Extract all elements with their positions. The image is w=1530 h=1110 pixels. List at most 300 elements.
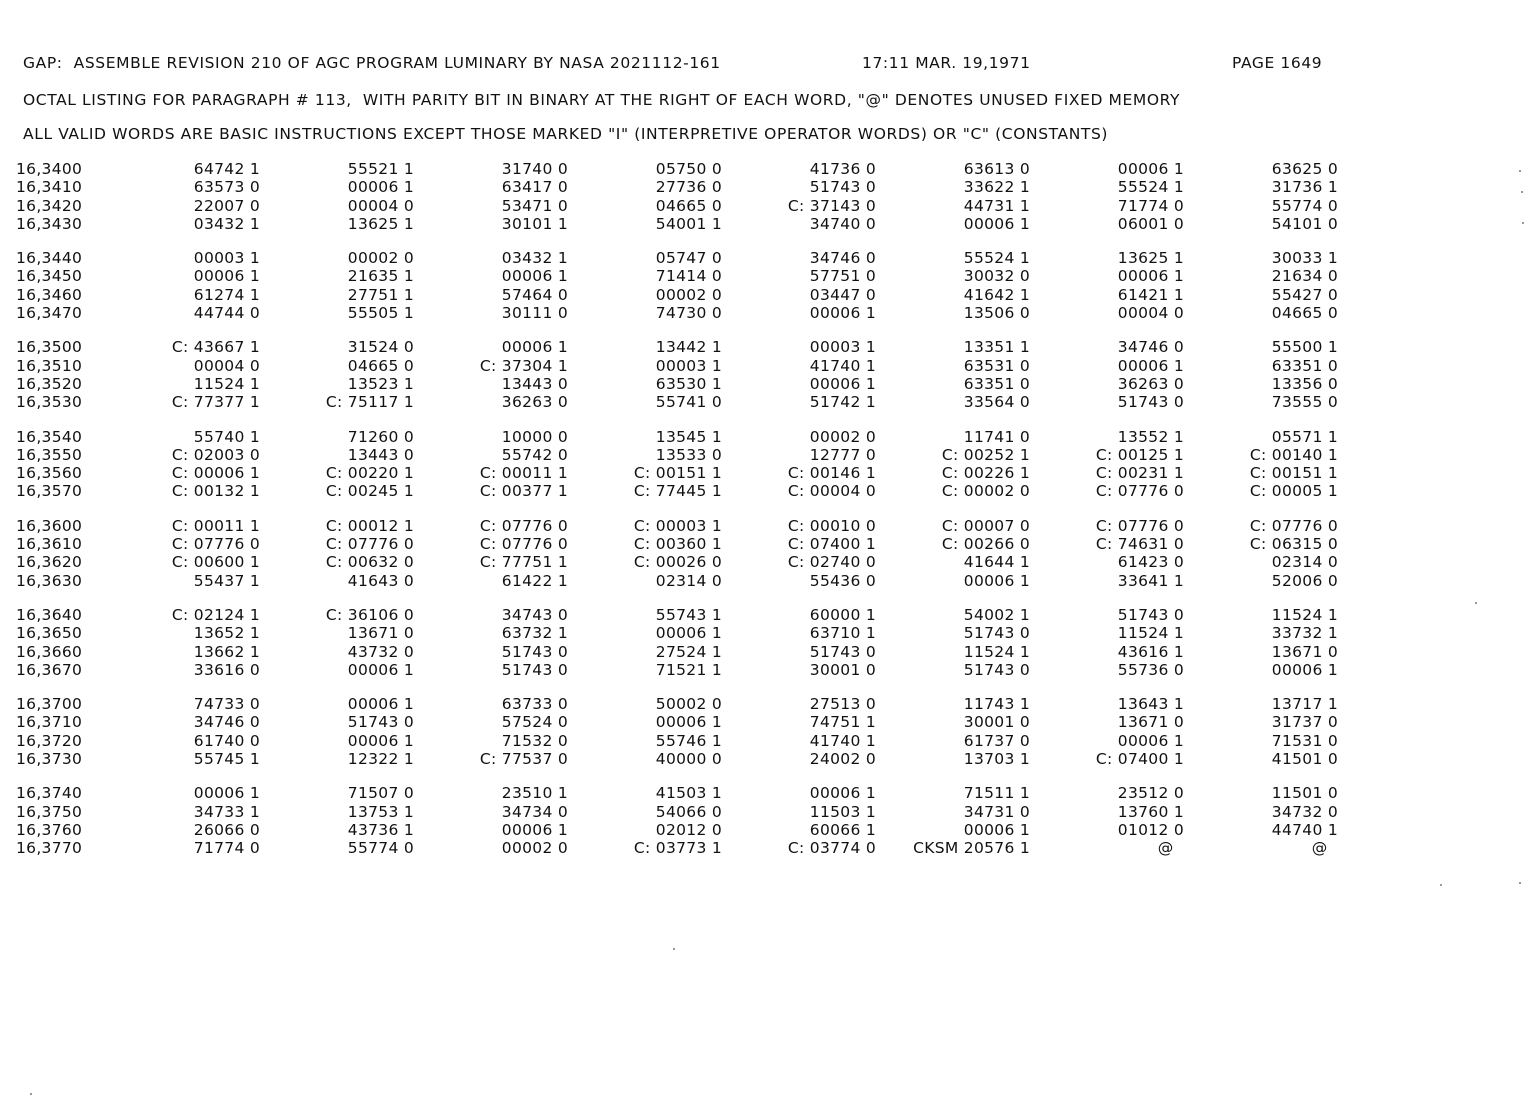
octal-word: C: 02003 0	[171, 445, 260, 464]
octal-word: 00006 1	[347, 178, 414, 197]
memory-address: 16,3620	[16, 553, 83, 572]
listing-row	[0, 197, 1530, 215]
listing-row	[0, 428, 1530, 446]
octal-word: 11524 1	[1117, 624, 1184, 643]
octal-word: 00006 1	[655, 713, 722, 732]
octal-word: 00002 0	[809, 427, 876, 446]
octal-word: 71414 0	[655, 267, 722, 286]
octal-word: 55436 0	[809, 571, 876, 590]
octal-word: 00003 1	[655, 356, 722, 375]
scan-speck	[1440, 884, 1442, 886]
octal-word: C: 00146 1	[787, 464, 876, 483]
listing-row	[0, 695, 1530, 713]
memory-address: 16,3670	[16, 660, 83, 679]
octal-word: 00006 1	[501, 820, 568, 839]
header-page-number: PAGE 1649	[1232, 54, 1323, 72]
octal-word: 23510 1	[501, 784, 568, 803]
octal-word: 63613 0	[963, 160, 1030, 178]
listing-row	[0, 643, 1530, 661]
octal-word: 71774 0	[193, 839, 260, 858]
listing-row	[0, 357, 1530, 375]
octal-word: 31736 1	[1271, 178, 1338, 197]
listing-row	[0, 393, 1530, 411]
octal-word: C: 07400 1	[1095, 750, 1184, 769]
memory-address: 16,3510	[16, 356, 83, 375]
octal-word: 74730 0	[655, 304, 722, 323]
octal-word: 51743 0	[809, 178, 876, 197]
octal-word: 33616 0	[193, 660, 260, 679]
octal-word: 00006 1	[1271, 660, 1338, 679]
octal-word: 51743 0	[1117, 605, 1184, 624]
octal-word: 51743 0	[501, 642, 568, 661]
scan-speck	[1519, 170, 1521, 172]
octal-word: 00002 0	[655, 285, 722, 304]
octal-word: 60000 1	[809, 605, 876, 624]
octal-word: 54001 1	[655, 214, 722, 233]
octal-word: 27513 0	[809, 695, 876, 714]
memory-address: 16,3560	[16, 464, 83, 483]
octal-word: 11741 0	[963, 427, 1030, 446]
octal-word: 02314 0	[1271, 553, 1338, 572]
octal-word: 61422 1	[501, 571, 568, 590]
octal-word: 13506 0	[963, 304, 1030, 323]
scan-speck	[1522, 222, 1524, 224]
octal-listing	[0, 160, 1530, 874]
octal-word: 63573 0	[193, 178, 260, 197]
memory-address: 16,3740	[16, 784, 83, 803]
octal-word: 13625 1	[347, 214, 414, 233]
listing-row	[0, 464, 1530, 482]
octal-word: 34746 0	[1117, 338, 1184, 357]
octal-word: 27751 1	[347, 285, 414, 304]
listing-row	[0, 482, 1530, 500]
octal-word: C: 07776 0	[171, 535, 260, 554]
octal-word: 22007 0	[193, 196, 260, 215]
octal-word: 34731 0	[963, 802, 1030, 821]
octal-word: 71507 0	[347, 784, 414, 803]
octal-word: @	[1157, 839, 1184, 858]
octal-word: 11524 1	[963, 642, 1030, 661]
octal-word: C: 75117 1	[325, 393, 414, 412]
octal-word: 43736 1	[347, 820, 414, 839]
listing-row	[0, 553, 1530, 571]
octal-word: 31737 0	[1271, 713, 1338, 732]
octal-word: 00006 1	[963, 214, 1030, 233]
octal-word: 51742 1	[809, 393, 876, 412]
octal-word: C: 77445 1	[633, 482, 722, 501]
memory-address: 16,3760	[16, 820, 83, 839]
octal-word: 00006 1	[1117, 160, 1184, 178]
listing-row	[0, 624, 1530, 642]
listing-row	[0, 606, 1530, 624]
memory-address: 16,3630	[16, 571, 83, 590]
octal-word: 44740 1	[1271, 820, 1338, 839]
memory-address: 16,3700	[16, 695, 83, 714]
listing-row	[0, 517, 1530, 535]
memory-address: 16,3500	[16, 338, 83, 357]
octal-word: 61737 0	[963, 731, 1030, 750]
octal-word: 30001 0	[809, 660, 876, 679]
octal-word: 51743 0	[809, 642, 876, 661]
octal-word: 53471 0	[501, 196, 568, 215]
octal-word: C: 00132 1	[171, 482, 260, 501]
octal-word: C: 07776 0	[325, 535, 414, 554]
octal-word: 00006 1	[347, 695, 414, 714]
octal-word: 71774 0	[1117, 196, 1184, 215]
octal-word: 52006 0	[1271, 571, 1338, 590]
octal-word: 50002 0	[655, 695, 722, 714]
octal-word: C: 00004 0	[787, 482, 876, 501]
octal-word: C: 00006 1	[171, 464, 260, 483]
octal-word: 13625 1	[1117, 249, 1184, 268]
octal-word: C: 07776 0	[1249, 516, 1338, 535]
octal-word: 05747 0	[655, 249, 722, 268]
octal-word: 55774 0	[1271, 196, 1338, 215]
octal-word: 11524 1	[193, 374, 260, 393]
listing-row	[0, 784, 1530, 802]
octal-word: C: 37304 1	[479, 356, 568, 375]
listing-row	[0, 821, 1530, 839]
octal-word: C: 02740 0	[787, 553, 876, 572]
scan-speck	[1521, 191, 1523, 193]
memory-address: 16,3430	[16, 214, 83, 233]
octal-word: 33732 1	[1271, 624, 1338, 643]
octal-word: 06001 0	[1117, 214, 1184, 233]
octal-word: C: 00600 1	[171, 553, 260, 572]
scan-speck	[1519, 882, 1521, 884]
octal-word: C: 00245 1	[325, 482, 414, 501]
memory-address: 16,3520	[16, 374, 83, 393]
octal-word: 41740 1	[809, 356, 876, 375]
octal-word: 04665 0	[1271, 304, 1338, 323]
scan-speck	[673, 948, 675, 950]
octal-word: 55743 1	[655, 605, 722, 624]
octal-word: C: 00632 0	[325, 553, 414, 572]
octal-word: C: 00231 1	[1095, 464, 1184, 483]
octal-word: C: 00011 1	[171, 516, 260, 535]
octal-word: 74751 1	[809, 713, 876, 732]
memory-address: 16,3600	[16, 516, 83, 535]
octal-word: 13351 1	[963, 338, 1030, 357]
octal-word: 55500 1	[1271, 338, 1338, 357]
octal-word: 41740 1	[809, 731, 876, 750]
octal-word: 13753 1	[347, 802, 414, 821]
octal-word: C: 03773 1	[633, 839, 722, 858]
octal-word: 40000 0	[655, 750, 722, 769]
octal-word: 55774 0	[347, 839, 414, 858]
octal-word: 13442 1	[655, 338, 722, 357]
octal-word: 41736 0	[809, 160, 876, 178]
octal-word: 13533 0	[655, 445, 722, 464]
listing-row	[0, 160, 1530, 178]
octal-word: 44731 1	[963, 196, 1030, 215]
memory-address: 16,3550	[16, 445, 83, 464]
octal-word: 71511 1	[963, 784, 1030, 803]
octal-word: C: 07400 1	[787, 535, 876, 554]
octal-word: 30001 0	[963, 713, 1030, 732]
octal-word: C: 00125 1	[1095, 445, 1184, 464]
octal-word: C: 00252 1	[941, 445, 1030, 464]
octal-word: C: 36106 0	[325, 605, 414, 624]
octal-word: 64742 1	[193, 160, 260, 178]
octal-word: C: 00220 1	[325, 464, 414, 483]
octal-word: 23512 0	[1117, 784, 1184, 803]
octal-word: 00006 1	[501, 267, 568, 286]
octal-word: 34746 0	[193, 713, 260, 732]
memory-address: 16,3460	[16, 285, 83, 304]
octal-word: 71531 0	[1271, 731, 1338, 750]
octal-word: C: 06315 0	[1249, 535, 1338, 554]
octal-word: 31524 0	[347, 338, 414, 357]
octal-word: 33641 1	[1117, 571, 1184, 590]
octal-word: 61421 1	[1117, 285, 1184, 304]
octal-word: 11524 1	[1271, 605, 1338, 624]
octal-word: C: 00266 0	[941, 535, 1030, 554]
octal-word: 02012 0	[655, 820, 722, 839]
octal-word: 00004 0	[1117, 304, 1184, 323]
octal-word: 12777 0	[809, 445, 876, 464]
octal-word: 00006 1	[193, 784, 260, 803]
octal-word: 01012 0	[1117, 820, 1184, 839]
octal-word: C: 37143 0	[787, 196, 876, 215]
listing-group	[0, 784, 1530, 857]
memory-address: 16,3420	[16, 196, 83, 215]
listing-row	[0, 286, 1530, 304]
octal-word: 34732 0	[1271, 802, 1338, 821]
octal-word: 00006 1	[963, 820, 1030, 839]
octal-word: C: 07776 0	[1095, 516, 1184, 535]
octal-word: 55524 1	[1117, 178, 1184, 197]
octal-word: C: 77537 0	[479, 750, 568, 769]
octal-word: C: 77377 1	[171, 393, 260, 412]
octal-word: 13545 1	[655, 427, 722, 446]
octal-word: 00006 1	[501, 338, 568, 357]
memory-address: 16,3730	[16, 750, 83, 769]
octal-word: 30032 0	[963, 267, 1030, 286]
octal-word: 00006 1	[1117, 267, 1184, 286]
octal-word: 11743 1	[963, 695, 1030, 714]
octal-word: C: 00010 0	[787, 516, 876, 535]
octal-word: 41643 0	[347, 571, 414, 590]
octal-word: 10000 0	[501, 427, 568, 446]
memory-address: 16,3470	[16, 304, 83, 323]
octal-word: 26066 0	[193, 820, 260, 839]
octal-word: 00006 1	[809, 784, 876, 803]
listing-group	[0, 338, 1530, 411]
listing-group	[0, 428, 1530, 501]
octal-word: 13552 1	[1117, 427, 1184, 446]
octal-word: C: 43667 1	[171, 338, 260, 357]
listing-row	[0, 178, 1530, 196]
listing-group	[0, 249, 1530, 322]
listing-row	[0, 572, 1530, 590]
octal-word: 13703 1	[963, 750, 1030, 769]
octal-word: 13671 0	[347, 624, 414, 643]
octal-word: 34733 1	[193, 802, 260, 821]
octal-word: 33622 1	[963, 178, 1030, 197]
memory-address: 16,3650	[16, 624, 83, 643]
octal-word: 51743 0	[963, 624, 1030, 643]
octal-word: 00002 0	[347, 249, 414, 268]
octal-word: 00006 1	[963, 571, 1030, 590]
octal-word: 00006 1	[809, 304, 876, 323]
octal-word: 63710 1	[809, 624, 876, 643]
octal-word: 57464 0	[501, 285, 568, 304]
octal-word: 73555 0	[1271, 393, 1338, 412]
octal-word: C: 00011 1	[479, 464, 568, 483]
octal-word: @	[1311, 839, 1338, 858]
octal-word: 55524 1	[963, 249, 1030, 268]
octal-word: 63530 1	[655, 374, 722, 393]
listing-row	[0, 750, 1530, 768]
octal-word: 13671 0	[1117, 713, 1184, 732]
octal-word: 34746 0	[809, 249, 876, 268]
octal-word: C: 07776 0	[1095, 482, 1184, 501]
octal-word: 74733 0	[193, 695, 260, 714]
memory-address: 16,3720	[16, 731, 83, 750]
octal-word: 00003 1	[809, 338, 876, 357]
octal-word: C: 00026 0	[633, 553, 722, 572]
header-timestamp: 17:11 MAR. 19,1971	[862, 54, 1031, 72]
octal-word: 41644 1	[963, 553, 1030, 572]
listing-row	[0, 535, 1530, 553]
octal-word: 55437 1	[193, 571, 260, 590]
memory-address: 16,3450	[16, 267, 83, 286]
octal-word: 21635 1	[347, 267, 414, 286]
memory-address: 16,3710	[16, 713, 83, 732]
octal-word: 61274 1	[193, 285, 260, 304]
octal-word: C: 07776 0	[479, 516, 568, 535]
listing-group	[0, 606, 1530, 679]
octal-word: C: 00377 1	[479, 482, 568, 501]
octal-word: 00004 0	[347, 196, 414, 215]
octal-word: 36263 0	[1117, 374, 1184, 393]
octal-word: 12322 1	[347, 750, 414, 769]
octal-word: 33564 0	[963, 393, 1030, 412]
header-title: GAP: ASSEMBLE REVISION 210 OF AGC PROGRAM LUMINARY BY NASA 2021112-161	[23, 54, 721, 72]
octal-word: 30111 0	[501, 304, 568, 323]
header-valid-words-line: ALL VALID WORDS ARE BASIC INSTRUCTIONS EXCEPT THOSE MARKED "I" (INTERPRETIVE OPERATOR WORDS) OR "C" (CONSTANTS)	[23, 125, 1109, 143]
octal-word: C: 00012 1	[325, 516, 414, 535]
memory-address: 16,3410	[16, 178, 83, 197]
octal-word: 61740 0	[193, 731, 260, 750]
octal-word: C: 00360 1	[633, 535, 722, 554]
octal-word: 55740 1	[193, 427, 260, 446]
octal-word: 61423 0	[1117, 553, 1184, 572]
octal-word: 13671 0	[1271, 642, 1338, 661]
octal-word: 60066 1	[809, 820, 876, 839]
octal-word: 63417 0	[501, 178, 568, 197]
octal-word: 36263 0	[501, 393, 568, 412]
octal-word: 00006 1	[193, 267, 260, 286]
memory-address: 16,3530	[16, 393, 83, 412]
listing-row	[0, 267, 1530, 285]
octal-word: 34743 0	[501, 605, 568, 624]
listing-row	[0, 446, 1530, 464]
octal-word: C: 00151 1	[633, 464, 722, 483]
octal-word: C: 00226 1	[941, 464, 1030, 483]
octal-word: 41503 1	[655, 784, 722, 803]
octal-word: 13356 0	[1271, 374, 1338, 393]
octal-word: CKSM 20576 1	[913, 839, 1030, 858]
octal-word: 00003 1	[193, 249, 260, 268]
octal-word: 00006 1	[655, 624, 722, 643]
octal-word: C: 00140 1	[1249, 445, 1338, 464]
octal-word: 03447 0	[809, 285, 876, 304]
octal-word: 41642 1	[963, 285, 1030, 304]
listing-group	[0, 160, 1530, 233]
octal-word: 63733 0	[501, 695, 568, 714]
scan-speck	[1475, 602, 1477, 604]
octal-word: 34740 0	[809, 214, 876, 233]
octal-word: 02314 0	[655, 571, 722, 590]
octal-word: 51743 0	[501, 660, 568, 679]
octal-word: 00006 1	[347, 731, 414, 750]
memory-address: 16,3750	[16, 802, 83, 821]
octal-word: 55745 1	[193, 750, 260, 769]
octal-word: 05571 1	[1271, 427, 1338, 446]
memory-address: 16,3440	[16, 249, 83, 268]
octal-word: 34734 0	[501, 802, 568, 821]
octal-word: 13652 1	[193, 624, 260, 643]
octal-word: 04665 0	[655, 196, 722, 215]
octal-word: 57524 0	[501, 713, 568, 732]
octal-word: 13523 1	[347, 374, 414, 393]
octal-word: 00006 1	[1117, 731, 1184, 750]
listing-row	[0, 661, 1530, 679]
octal-word: 04665 0	[347, 356, 414, 375]
octal-word: 44744 0	[193, 304, 260, 323]
octal-word: C: 00005 1	[1249, 482, 1338, 501]
octal-word: 21634 0	[1271, 267, 1338, 286]
octal-word: 05750 0	[655, 160, 722, 178]
octal-word: 57751 0	[809, 267, 876, 286]
octal-word: 63531 0	[963, 356, 1030, 375]
octal-word: 27736 0	[655, 178, 722, 197]
octal-word: 13662 1	[193, 642, 260, 661]
octal-word: 41501 0	[1271, 750, 1338, 769]
listing-row	[0, 249, 1530, 267]
octal-word: 00004 0	[193, 356, 260, 375]
octal-word: 30101 1	[501, 214, 568, 233]
octal-word: C: 00002 0	[941, 482, 1030, 501]
octal-word: 55521 1	[347, 160, 414, 178]
octal-word: 55742 0	[501, 445, 568, 464]
octal-word: 71532 0	[501, 731, 568, 750]
octal-word: C: 74631 0	[1095, 535, 1184, 554]
octal-word: C: 02124 1	[171, 605, 260, 624]
header-octal-listing-line: OCTAL LISTING FOR PARAGRAPH # 113, WITH PARITY BIT IN BINARY AT THE RIGHT OF EACH WORD, "@" DENOTES UNUSED FIXED MEMORY	[23, 91, 1181, 109]
octal-word: 30033 1	[1271, 249, 1338, 268]
octal-word: 11501 0	[1271, 784, 1338, 803]
listing-row	[0, 839, 1530, 857]
listing-row	[0, 215, 1530, 233]
octal-word: 11503 1	[809, 802, 876, 821]
octal-word: C: 03774 0	[787, 839, 876, 858]
octal-word: 13443 0	[501, 374, 568, 393]
memory-address: 16,3610	[16, 535, 83, 554]
octal-word: 31740 0	[501, 160, 568, 178]
octal-word: 55427 0	[1271, 285, 1338, 304]
octal-word: 71521 1	[655, 660, 722, 679]
listing-row	[0, 732, 1530, 750]
octal-word: C: 00003 1	[633, 516, 722, 535]
octal-word: 13643 1	[1117, 695, 1184, 714]
octal-word: 13760 1	[1117, 802, 1184, 821]
scan-speck	[30, 1093, 32, 1095]
octal-word: 43616 1	[1117, 642, 1184, 661]
memory-address: 16,3570	[16, 482, 83, 501]
